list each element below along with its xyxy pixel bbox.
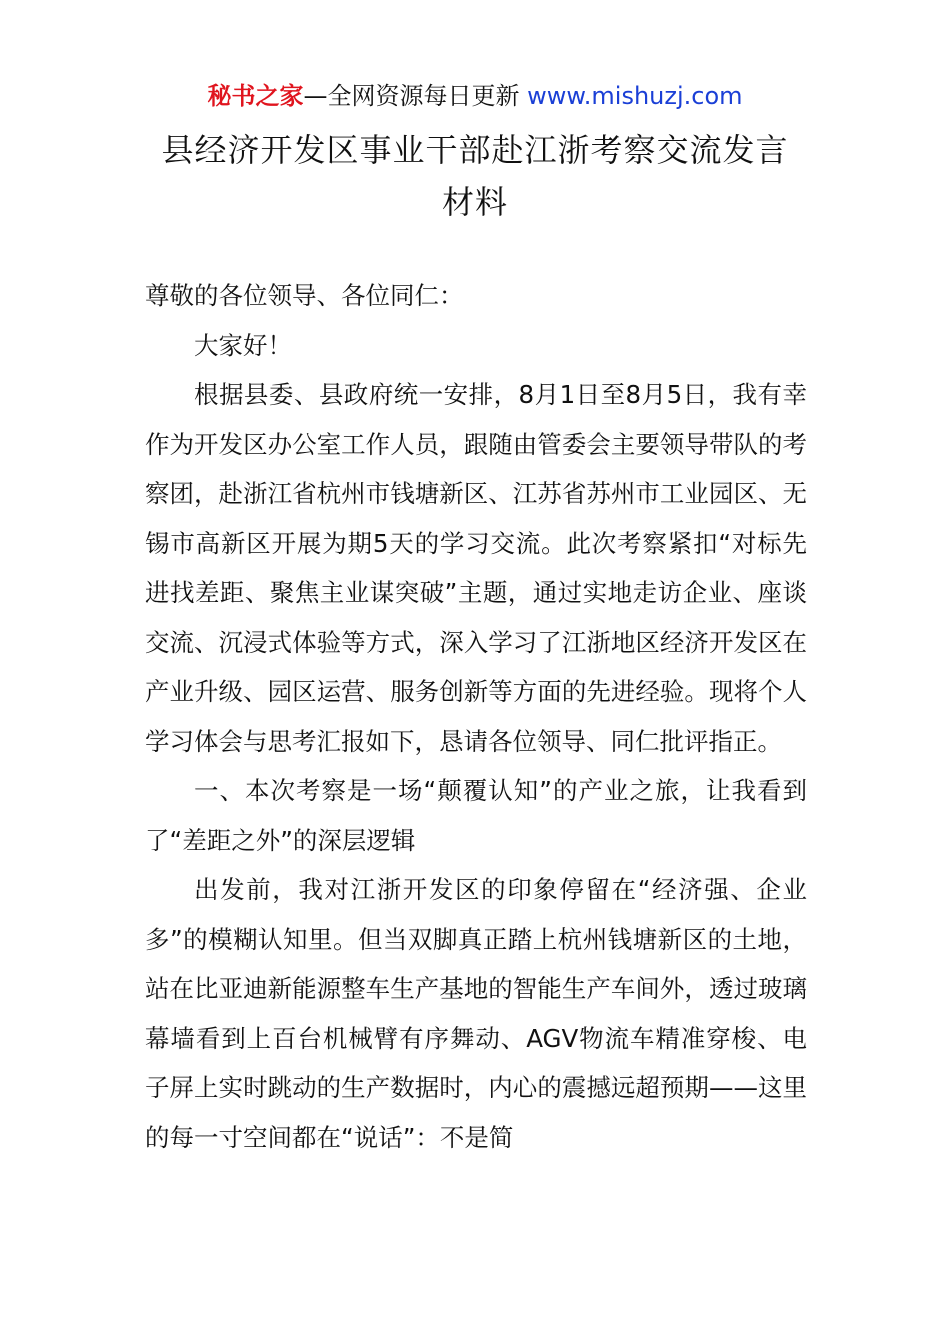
document-title: [100, 124, 850, 228]
site-url-link[interactable]: www.mishuzj.com: [527, 82, 743, 110]
paragraph-section-1: 出发前，我对江浙开发区的印象停留在“经济强、企业多”的模糊认知里。但当双脚真正踏上杭州钱塘新区的土地，站在比亚迪新能源整车生产基地的智能生产车间外，透过玻璃幕墙看到上百台机械臂有序舞动、AGV物流车精准穿梭、电子屏上实时跳动的生产数据时，内心的震撼远超预期——这里的每一寸空间都在“说话”：不是简: [145, 875, 807, 1152]
document-title-line-2: 材料: [441, 183, 508, 221]
document-title-line-1: 县经济开发区事业干部赴江浙考察交流发言: [161, 131, 789, 169]
site-brand: 秘书之家: [207, 82, 304, 110]
site-header: [0, 78, 950, 114]
greeting: 大家好！: [194, 330, 292, 360]
paragraph-intro: 根据县委、县政府统一安排，8月1日至8月5日，我有幸作为开发区办公室工作人员，跟随由管委会主要领导带队的考察团，赴浙江省杭州市钱塘新区、江苏省苏州市工业园区、无锡市高新区开展为期5天的学习交流。此次考察紧扣“对标先进找差距、聚焦主业谋突破”主题，通过实地走访企业、座谈交流、沉浸式体验等方式，深入学习了江浙地区经济开发区在产业升级、园区运营、服务创新等方面的先进经验。现将个人学习体会与思考汇报如下，恳请各位领导、同仁批评指正。: [145, 380, 807, 756]
section-heading-1: 一、本次考察是一场“颠覆认知”的产业之旅，让我看到了“差距之外”的深层逻辑: [145, 776, 807, 855]
document-body: [145, 271, 807, 1162]
site-tagline: —全网资源每日更新: [303, 82, 528, 110]
salutation: 尊敬的各位领导、各位同仁：: [145, 281, 464, 310]
